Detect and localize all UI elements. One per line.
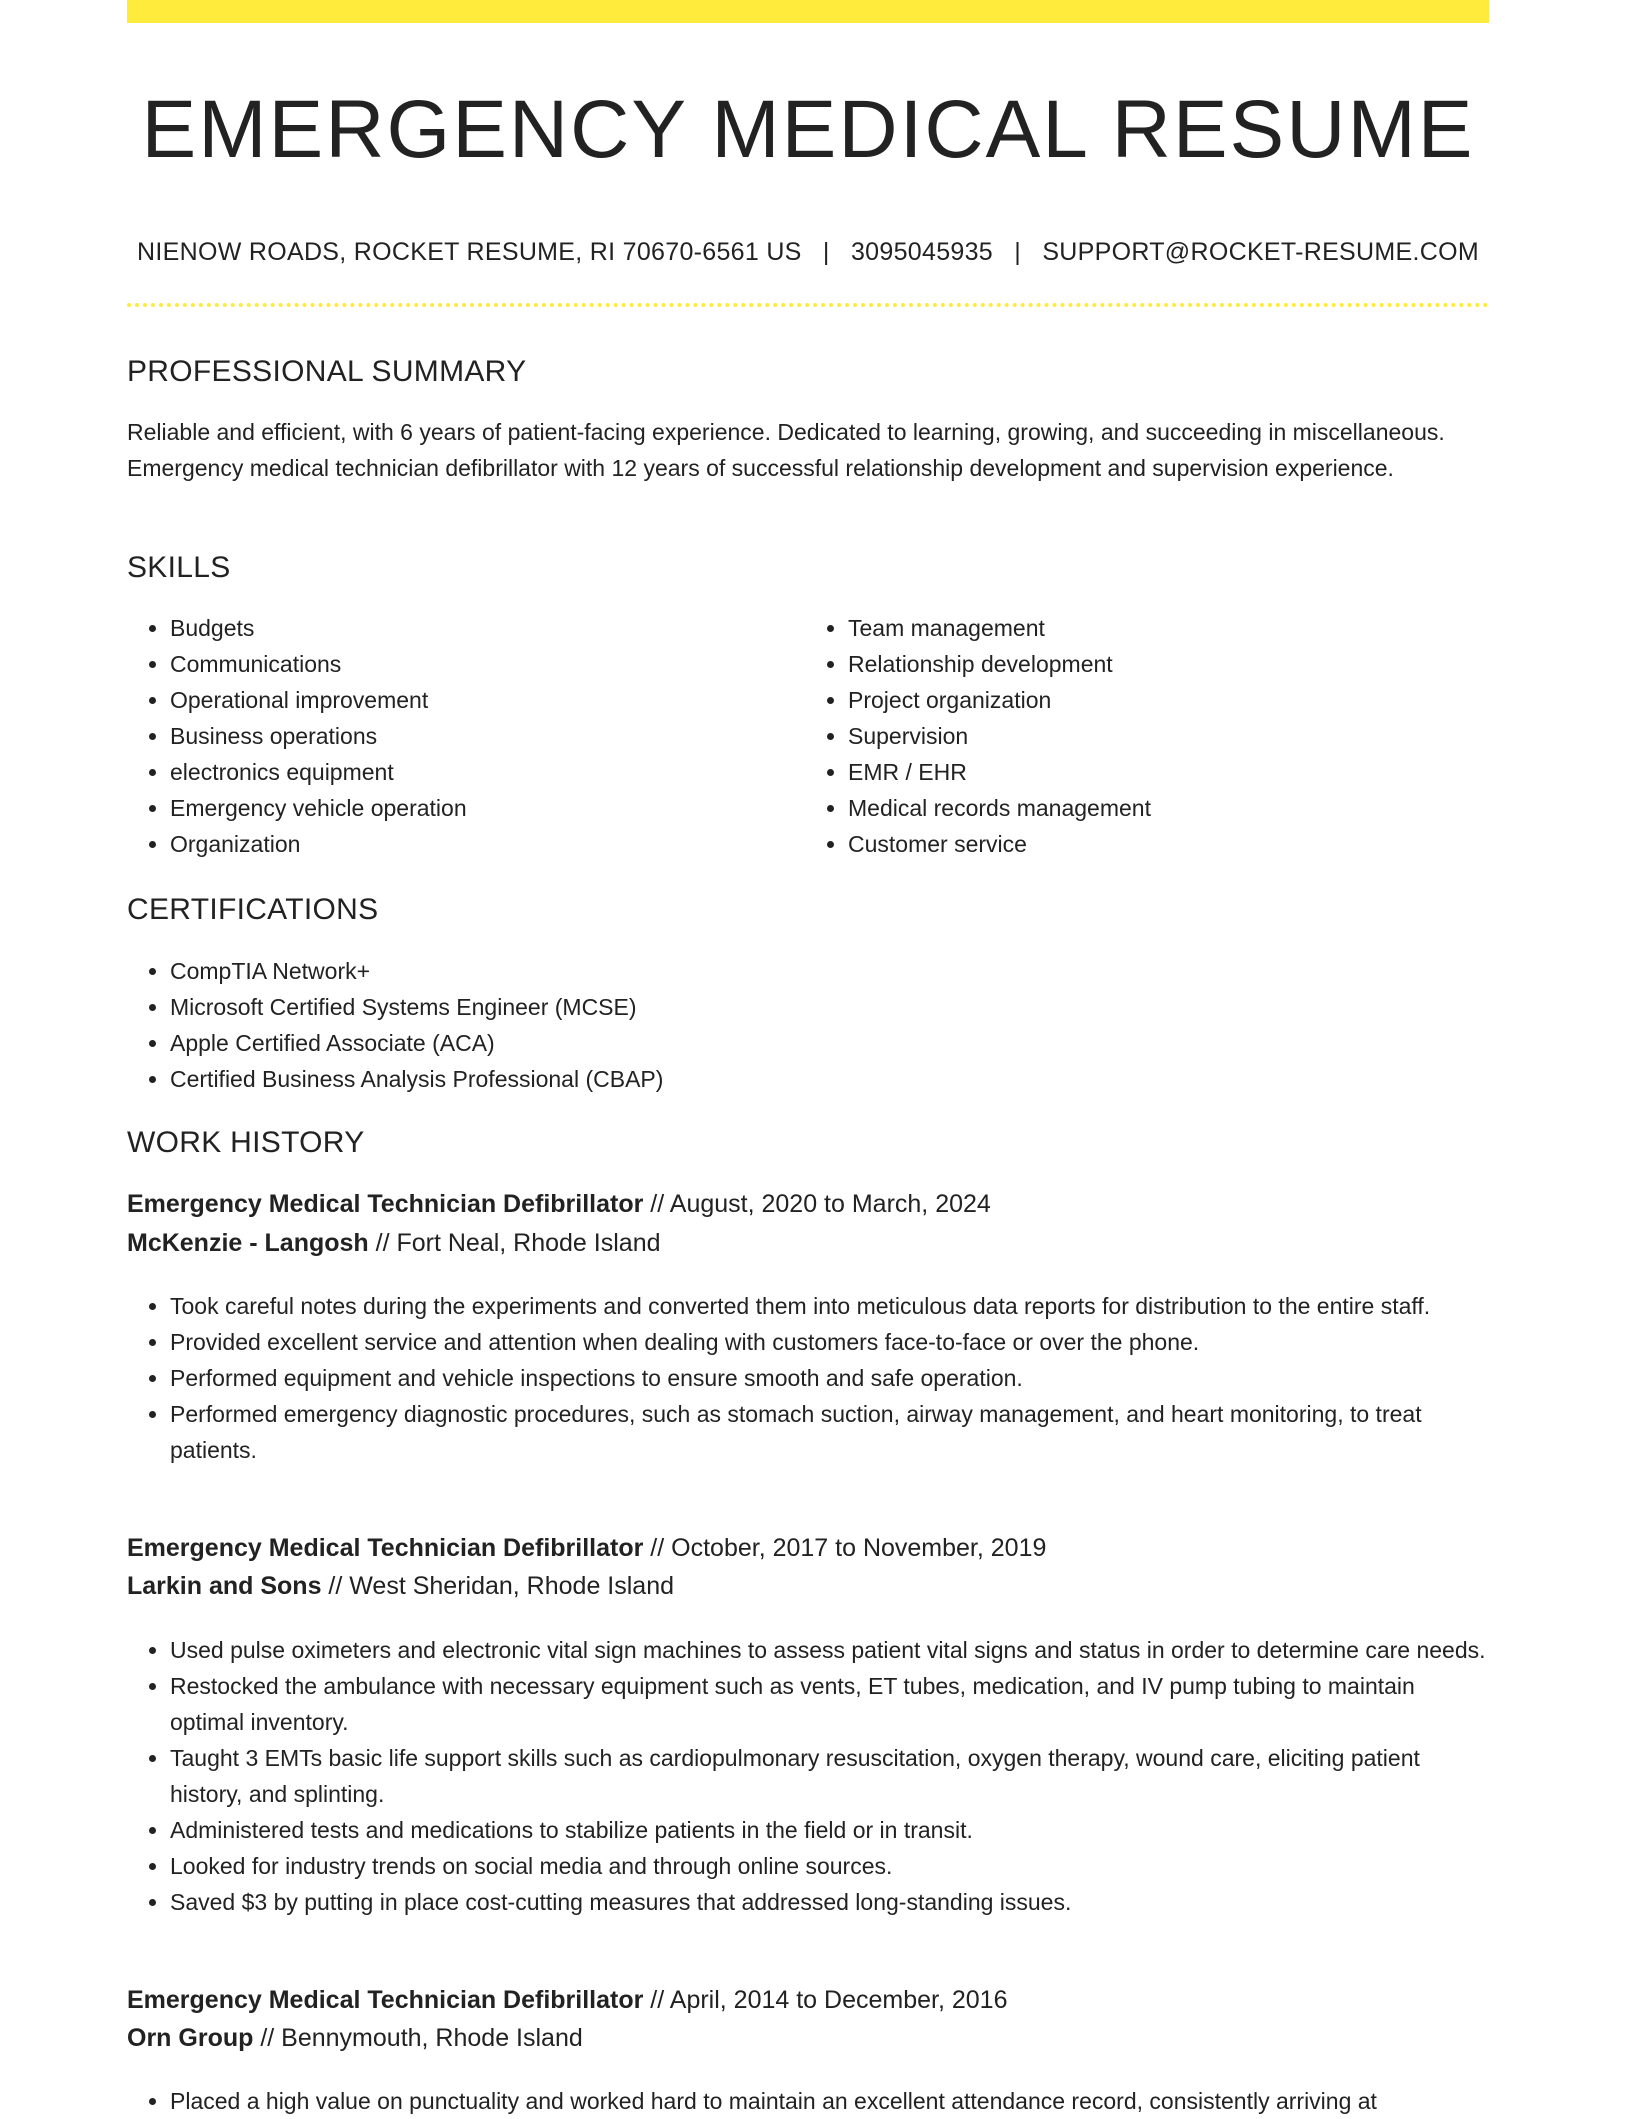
job-dates: // August, 2020 to March, 2024 [643, 1190, 991, 1218]
job-bullets [127, 1288, 1489, 1468]
job-dates: // April, 2014 to December, 2016 [643, 1986, 1008, 2014]
job-title-line [127, 1982, 1007, 2018]
job-company-line [127, 2020, 583, 2056]
job-company: McKenzie - Langosh [127, 1229, 369, 1257]
certification-item: • Certified Business Analysis Professional (CBAP) [170, 1061, 1470, 1097]
job-bullet: • Performed equipment and vehicle inspections to ensure smooth and safe operation. [170, 1360, 1489, 1396]
job-company-line [127, 1225, 661, 1261]
skill-item: • EMR / EHR [848, 754, 1488, 790]
job-company-line [127, 1568, 674, 1604]
contact-line [127, 236, 1489, 268]
skills-heading: SKILLS [127, 551, 231, 584]
skill-item: • Supervision [848, 718, 1488, 754]
job-bullet: • Saved $3 by putting in place cost-cutting measures that addressed long-standing issues. [170, 1884, 1489, 1920]
skill-item: • Business operations [170, 718, 790, 754]
skill-item: • Emergency vehicle operation [170, 790, 790, 826]
skill-item: • Communications [170, 646, 790, 682]
skills-list-left [127, 610, 790, 862]
job-bullet: • Placed a high value on punctuality and worked hard to maintain an excellent attendance record, consistently arriving at [170, 2083, 1489, 2119]
job-dates: // October, 2017 to November, 2019 [643, 1534, 1047, 1562]
certifications-list [127, 953, 1470, 1097]
job-bullets [127, 1632, 1489, 1920]
certification-item: • CompTIA Network+ [170, 953, 1470, 989]
job-bullet: • Took careful notes during the experiments and converted them into meticulous data reports for distribution to the entire staff. [170, 1288, 1489, 1324]
job-bullet: • Looked for industry trends on social media and through online sources. [170, 1848, 1489, 1884]
summary-text: Reliable and efficient, with 6 years of patient-facing experience. Dedicated to learning, growing, and succeeding in miscellaneous. Emergency medical technician defibrillator with 12 years of successful relationship development and supervision experience. [127, 419, 1445, 481]
job-title-line [127, 1530, 1046, 1566]
contact-address: NIENOW ROADS, ROCKET RESUME, RI 70670-6561 US [137, 238, 802, 266]
top-accent-bar [127, 0, 1489, 23]
certifications-heading: CERTIFICATIONS [127, 893, 379, 926]
job-bullet: • Taught 3 EMTs basic life support skills such as cardiopulmonary resuscitation, oxygen therapy, wound care, eliciting patient history, and splinting. [170, 1740, 1489, 1812]
summary-heading: PROFESSIONAL SUMMARY [127, 355, 527, 388]
job-role: Emergency Medical Technician Defibrillator [127, 1534, 644, 1562]
skill-item: • Team management [848, 610, 1488, 646]
job-bullet: • Performed emergency diagnostic procedures, such as stomach suction, airway management, and heart monitoring, to treat patients. [170, 1396, 1489, 1468]
job-location: // West Sheridan, Rhode Island [321, 1572, 674, 1600]
job-bullet: • Administered tests and medications to stabilize patients in the field or in transit. [170, 1812, 1489, 1848]
contact-separator: | [822, 238, 830, 266]
job-title-line [127, 1186, 991, 1222]
skill-item: • Project organization [848, 682, 1488, 718]
certification-item: • Microsoft Certified Systems Engineer (MCSE) [170, 989, 1470, 1025]
skill-item: • electronics equipment [170, 754, 790, 790]
job-location: // Fort Neal, Rhode Island [368, 1229, 661, 1257]
job-role: Emergency Medical Technician Defibrillator [127, 1986, 644, 2014]
dotted-divider [127, 303, 1489, 307]
job-company: Larkin and Sons [127, 1572, 322, 1600]
job-role: Emergency Medical Technician Defibrillator [127, 1190, 644, 1218]
skill-item: • Budgets [170, 610, 790, 646]
skill-item: • Operational improvement [170, 682, 790, 718]
work-history-heading: WORK HISTORY [127, 1126, 365, 1159]
contact-phone: 3095045935 [850, 238, 994, 266]
resume-title: EMERGENCY MEDICAL RESUME [141, 84, 1475, 175]
skill-item: • Medical records management [848, 790, 1488, 826]
job-bullet: • Restocked the ambulance with necessary equipment such as vents, ET tubes, medication, and IV pump tubing to maintain optimal inventory. [170, 1668, 1489, 1740]
skill-item: • Organization [170, 826, 790, 862]
contact-email: SUPPORT@ROCKET-RESUME.COM [1042, 238, 1479, 266]
job-location: // Bennymouth, Rhode Island [253, 2024, 583, 2052]
certification-item: • Apple Certified Associate (ACA) [170, 1025, 1470, 1061]
skills-list-right [805, 610, 1488, 862]
job-bullet: • Used pulse oximeters and electronic vital sign machines to assess patient vital signs and status in order to determine care needs. [170, 1632, 1489, 1668]
job-bullet: • Provided excellent service and attention when dealing with customers face-to-face or over the phone. [170, 1324, 1489, 1360]
skill-item: • Customer service [848, 826, 1488, 862]
contact-separator: | [1014, 238, 1022, 266]
skill-item: • Relationship development [848, 646, 1488, 682]
job-bullets [127, 2083, 1489, 2119]
job-company: Orn Group [127, 2024, 254, 2052]
